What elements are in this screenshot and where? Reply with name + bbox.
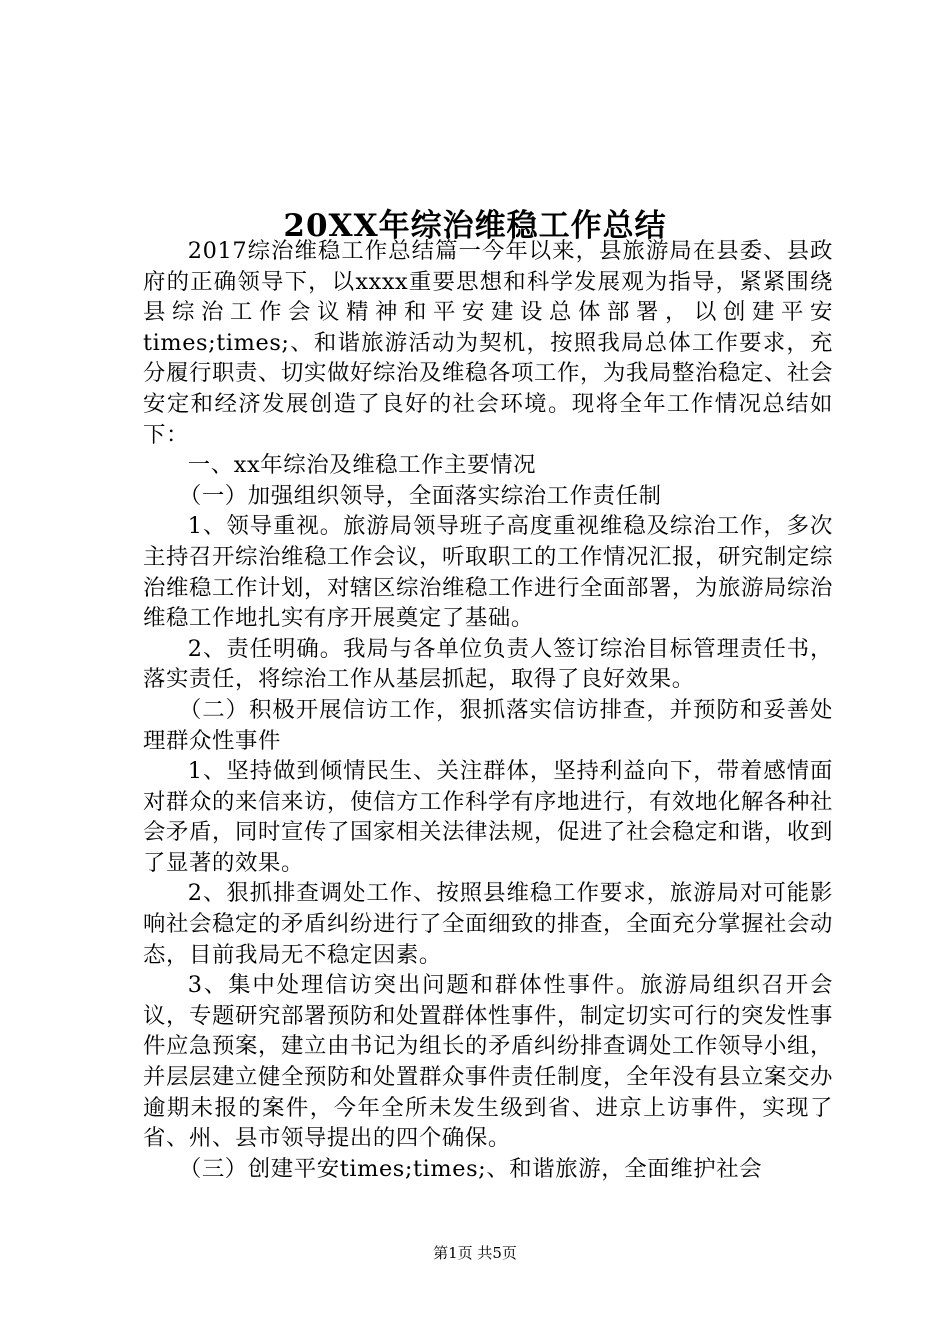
paragraph-investigation: 2、狠抓排查调处工作、按照县维稳工作要求，旅游局对可能影响社会稳定的矛盾纠纷进行了全面细致的排查，全面充分掌握社会动态，目前我局无不稳定因素。: [143, 880, 833, 968]
paragraph-responsibility: 2、责任明确。我局与各单位负责人签订综治目标管理责任书，落实责任，将综治工作从基层抓起，取得了良好效果。: [143, 635, 833, 693]
section-heading-1: 一、xx年综治及维稳工作主要情况: [187, 452, 537, 479]
document-title: 20XX年综治维稳工作总结: [283, 207, 667, 244]
subsection-heading-2: （二）积极开展信访工作，狠抓落实信访排查，并预防和妥善处理群众性事件: [143, 696, 833, 754]
document-body: [143, 236, 833, 1184]
paragraph-intro: 2017综治维稳工作总结篇一今年以来，县旅游局在县委、县政府的正确领导下，以xxxx重要思想和科学发展观为指导，紧紧围绕县综治工作会议精神和平安建设总体部署，以创建平安times;times;、和谐旅游活动为契机，按照我局总体工作要求，充分履行职责、切实做好综治及维稳各项工作，为我局整治稳定、社会安定和经济发展创造了良好的社会环境。现将全年工作情况总结如下：: [143, 238, 833, 448]
paragraph-petitions: 1、坚持做到倾情民生、关注群体，坚持利益向下，带着感情面对群众的来信来访，使信方工作科学有序地进行，有效地化解各种社会矛盾，同时宣传了国家相关法律法规，促进了社会稳定和谐，收到了显著的效果。: [143, 758, 833, 876]
subsection-heading-3: （三）创建平安times;times;、和谐旅游，全面维护社会: [178, 1155, 763, 1182]
paragraph-group-events: 3、集中处理信访突出问题和群体性事件。旅游局组织召开会议，专题研究部署预防和处置群体性事件，制定切实可行的突发性事件应急预案，建立由书记为组长的矛盾纠纷排查调处工作领导小组，并层层建立健全预防和处置群众事件责任制度，全年没有县立案交办逾期未报的案件，今年全所未发生级到省、进京上访事件，实现了省、州、县市领导提出的四个确保。: [143, 972, 833, 1152]
subsection-heading-1: （一）加强组织领导，全面落实综治工作责任制: [178, 482, 662, 509]
paragraph-leadership: 1、领导重视。旅游局领导班子高度重视维稳及综治工作，多次主持召开综治维稳工作会议，听取职工的工作情况汇报，研究制定综治维稳工作计划，对辖区综治维稳工作进行全面部署，为旅游局综治维稳工作地扎实有序开展奠定了基础。: [143, 513, 833, 632]
page-number-footer: 第1页 共5页: [433, 1244, 517, 1262]
